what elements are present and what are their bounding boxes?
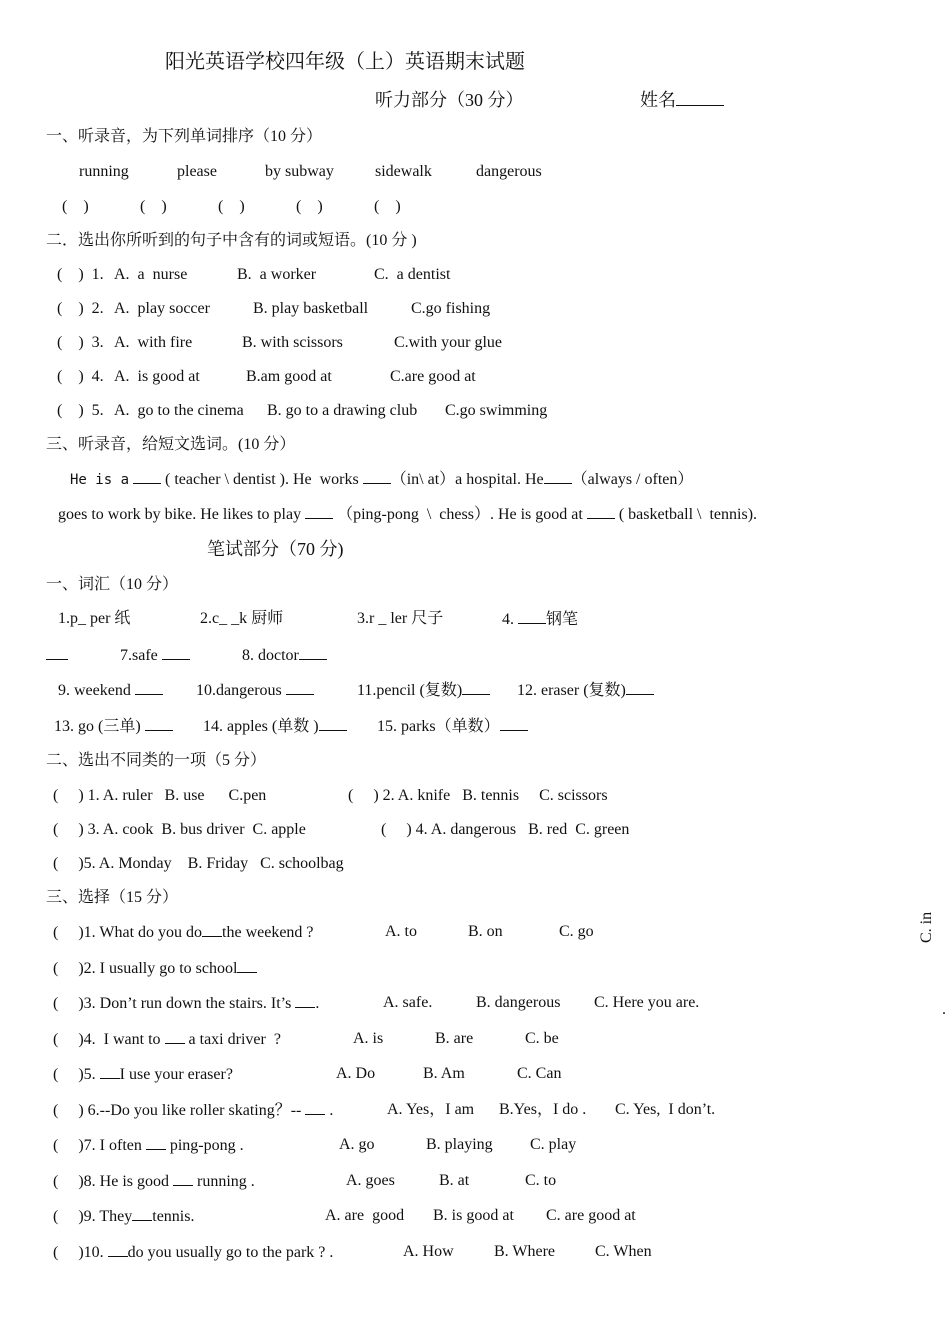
mc-blank[interactable] — [202, 922, 222, 937]
vocab-item: 4. 钢笔 — [502, 611, 579, 628]
l2-q-number[interactable]: ( ) 2. — [57, 300, 104, 317]
name-blank[interactable] — [676, 91, 724, 106]
vocab-item: 8. doctor — [242, 645, 327, 666]
vocab-blank[interactable] — [319, 716, 347, 731]
mc-blank[interactable] — [100, 1064, 120, 1079]
l2-option-a: A. is good at — [114, 368, 200, 385]
side-rotated-text: C. in — [918, 911, 935, 943]
mc-blank[interactable] — [295, 993, 315, 1008]
l3-blank[interactable] — [305, 504, 333, 519]
l2-option-c: C.go fishing — [411, 300, 491, 317]
listening-2-heading: 二．选出你所听到的句子中含有的词或短语。(10 分 ) — [46, 232, 417, 249]
vocab-blank[interactable] — [162, 645, 190, 660]
mc-option-a: A. goes — [346, 1172, 395, 1189]
mc-blank[interactable] — [108, 1242, 128, 1257]
l3-blank[interactable] — [363, 469, 391, 484]
mc-option-a: A. How — [403, 1243, 454, 1260]
l2-option-a: A. go to the cinema — [114, 402, 244, 419]
l3-line-1: He is a ( teacher \ dentist ). He works （in\ at）a hospital. He （always / often） — [70, 471, 694, 488]
mc-option-c: C. go — [559, 923, 594, 940]
l1-word: running — [79, 163, 129, 180]
mc-option-c: C. play — [530, 1136, 577, 1153]
vocab-item: 11.pencil (复数) — [357, 680, 490, 701]
mc-option-b: B. Where — [494, 1243, 556, 1260]
mc-question-stem[interactable]: ( )7. I often ping-pong . — [53, 1137, 244, 1154]
vocab-blank[interactable] — [626, 680, 654, 695]
l2-q-number[interactable]: ( ) 3. — [57, 334, 104, 351]
mc-blank[interactable] — [165, 1029, 185, 1044]
vocab-blank[interactable] — [135, 680, 163, 695]
mc-option-c: C. Yes, I don’t. — [615, 1101, 716, 1118]
mc-option-b: B. dangerous — [476, 994, 561, 1011]
mc-option-b: B. is good at — [433, 1207, 514, 1224]
mc-blank[interactable] — [146, 1135, 166, 1150]
mc-option-a: A. to — [385, 923, 417, 940]
l2-q-number[interactable]: ( ) 5. — [57, 402, 104, 419]
vocab-item: 9. weekend — [58, 680, 163, 701]
vocab-blank[interactable] — [500, 716, 528, 731]
vocab-blank[interactable] — [46, 645, 68, 660]
mc-option-a: A. are good — [325, 1207, 405, 1224]
side-dot: . — [942, 1001, 946, 1018]
l1-word: by subway — [265, 163, 334, 180]
odd-one-question[interactable]: ( ) 2. A. knife B. tennis C. scissors — [348, 787, 608, 804]
mc-option-c: C. be — [525, 1030, 559, 1047]
l1-answer-bracket[interactable]: ( ) — [296, 198, 323, 215]
vocab-item: 2.c_ _k 厨师 — [200, 610, 284, 627]
mc-option-c: C. When — [595, 1243, 652, 1260]
l2-option-b: B. a worker — [237, 266, 317, 283]
mc-option-c: C. are good at — [546, 1207, 636, 1224]
l3-line-2: goes to work by bike. He likes to play （ping-pong \ chess）. He is good at ( basketball \ tennis). — [58, 506, 758, 523]
vocab-blank[interactable] — [286, 680, 314, 695]
vocab-item: 1.p_ per 纸 — [58, 610, 131, 627]
mc-question-stem[interactable]: ( ) 6.--Do you like roller skating？-- . — [53, 1102, 334, 1119]
odd-one-question[interactable]: ( ) 4. A. dangerous B. red C. green — [381, 821, 630, 838]
vocab-item: 7.safe — [120, 645, 190, 666]
name-label: 姓名 — [640, 90, 676, 110]
l2-option-b: B. play basketball — [253, 300, 369, 317]
mc-question-stem[interactable]: ( )1. What do you do the weekend ? — [53, 924, 314, 941]
written-1-heading: 一、词汇（10 分） — [46, 576, 179, 593]
vocab-item: 13. go (三单) — [54, 716, 173, 737]
listening-3-heading: 三、听录音，给短文选词。(10 分） — [46, 436, 296, 453]
l2-option-b: B. with scissors — [242, 334, 343, 351]
l2-option-a: A. play soccer — [114, 300, 210, 317]
mc-question-stem[interactable]: ( )8. He is good running . — [53, 1173, 255, 1190]
vocab-blank[interactable] — [518, 609, 546, 624]
page-title: 阳光英语学校四年级（上）英语期末试题 — [165, 51, 525, 73]
l1-answer-bracket[interactable]: ( ) — [62, 198, 89, 215]
mc-blank[interactable] — [132, 1206, 152, 1221]
l1-word: dangerous — [476, 163, 542, 180]
vocab-item: 14. apples (单数 ) — [203, 716, 347, 737]
l1-word: please — [177, 163, 217, 180]
l1-word: sidewalk — [375, 163, 432, 180]
mc-option-b: B. playing — [426, 1136, 493, 1153]
mc-question-stem[interactable]: ( )4. I want to a taxi driver ? — [53, 1031, 281, 1048]
odd-one-question[interactable]: ( ) 1. A. ruler B. use C.pen — [53, 787, 267, 804]
written-header: 笔试部分（70 分) — [207, 539, 344, 559]
l2-q-number[interactable]: ( ) 1. — [57, 266, 104, 283]
l1-answer-bracket[interactable]: ( ) — [218, 198, 245, 215]
vocab-item: 3.r _ ler 尺子 — [357, 610, 444, 627]
l2-q-number[interactable]: ( ) 4. — [57, 368, 104, 385]
mc-option-c: C. Here you are. — [594, 994, 700, 1011]
vocab-blank[interactable] — [462, 680, 490, 695]
l2-option-b: B. go to a drawing club — [267, 402, 418, 419]
mc-question-stem[interactable]: ( )10. do you usually go to the park ? . — [53, 1244, 334, 1261]
vocab-item: 12. eraser (复数) — [517, 680, 654, 701]
mc-question-stem[interactable]: ( )2. I usually go to school — [53, 958, 257, 979]
mc-option-c: C. to — [525, 1172, 557, 1189]
l2-option-c: C.are good at — [390, 368, 476, 385]
mc-blank[interactable] — [305, 1100, 325, 1115]
mc-blank[interactable] — [237, 958, 257, 973]
l2-option-b: B.am good at — [246, 368, 332, 385]
l3-blank[interactable] — [587, 504, 615, 519]
mc-option-c: C. Can — [517, 1065, 562, 1082]
odd-one-question[interactable]: ( )5. A. Monday B. Friday C. schoolbag — [53, 855, 344, 872]
mc-blank[interactable] — [173, 1171, 193, 1186]
l3-blank[interactable] — [544, 469, 572, 484]
vocab-item: 10.dangerous — [196, 680, 314, 701]
vocab-blank[interactable] — [145, 716, 173, 731]
mc-option-b: B. at — [439, 1172, 470, 1189]
l2-option-a: A. with fire — [114, 334, 193, 351]
mc-option-a: A. Yes，I am — [387, 1101, 475, 1118]
vocab-item — [46, 645, 68, 666]
mc-option-a: A. Do — [336, 1065, 376, 1082]
l3-blank[interactable] — [133, 469, 161, 484]
mc-option-a: A. safe. — [383, 994, 433, 1011]
vocab-blank[interactable] — [299, 645, 327, 660]
mc-option-b: B. Am — [423, 1065, 465, 1082]
l1-answer-bracket[interactable]: ( ) — [374, 198, 401, 215]
l2-option-c: C.with your glue — [394, 334, 502, 351]
name-field — [640, 90, 724, 110]
l1-answer-bracket[interactable]: ( ) — [140, 198, 167, 215]
listening-1-heading: 一、听录音，为下列单词排序（10 分） — [46, 128, 323, 145]
mc-option-a: A. go — [339, 1136, 375, 1153]
vocab-item: 15. parks（单数） — [377, 716, 528, 737]
listening-header: 听力部分（30 分） — [375, 90, 524, 110]
written-2-heading: 二、选出不同类的一项（5 分） — [46, 752, 267, 769]
l2-option-c: C. a dentist — [374, 266, 451, 283]
mc-option-b: B. are — [435, 1030, 474, 1047]
written-3-heading: 三、选择（15 分） — [46, 889, 179, 906]
mc-option-b: B.Yes，I do . — [499, 1101, 587, 1118]
odd-one-question[interactable]: ( ) 3. A. cook B. bus driver C. apple — [53, 821, 306, 838]
mc-question-stem[interactable]: ( )5. I use your eraser? — [53, 1066, 233, 1083]
mc-option-a: A. is — [353, 1030, 384, 1047]
mc-question-stem[interactable]: ( )9. They tennis. — [53, 1208, 195, 1225]
mc-question-stem[interactable]: ( )3. Don’t run down the stairs. It’s . — [53, 995, 320, 1012]
l2-option-a: A. a nurse — [114, 266, 188, 283]
l2-option-c: C.go swimming — [445, 402, 548, 419]
mc-option-b: B. on — [468, 923, 503, 940]
